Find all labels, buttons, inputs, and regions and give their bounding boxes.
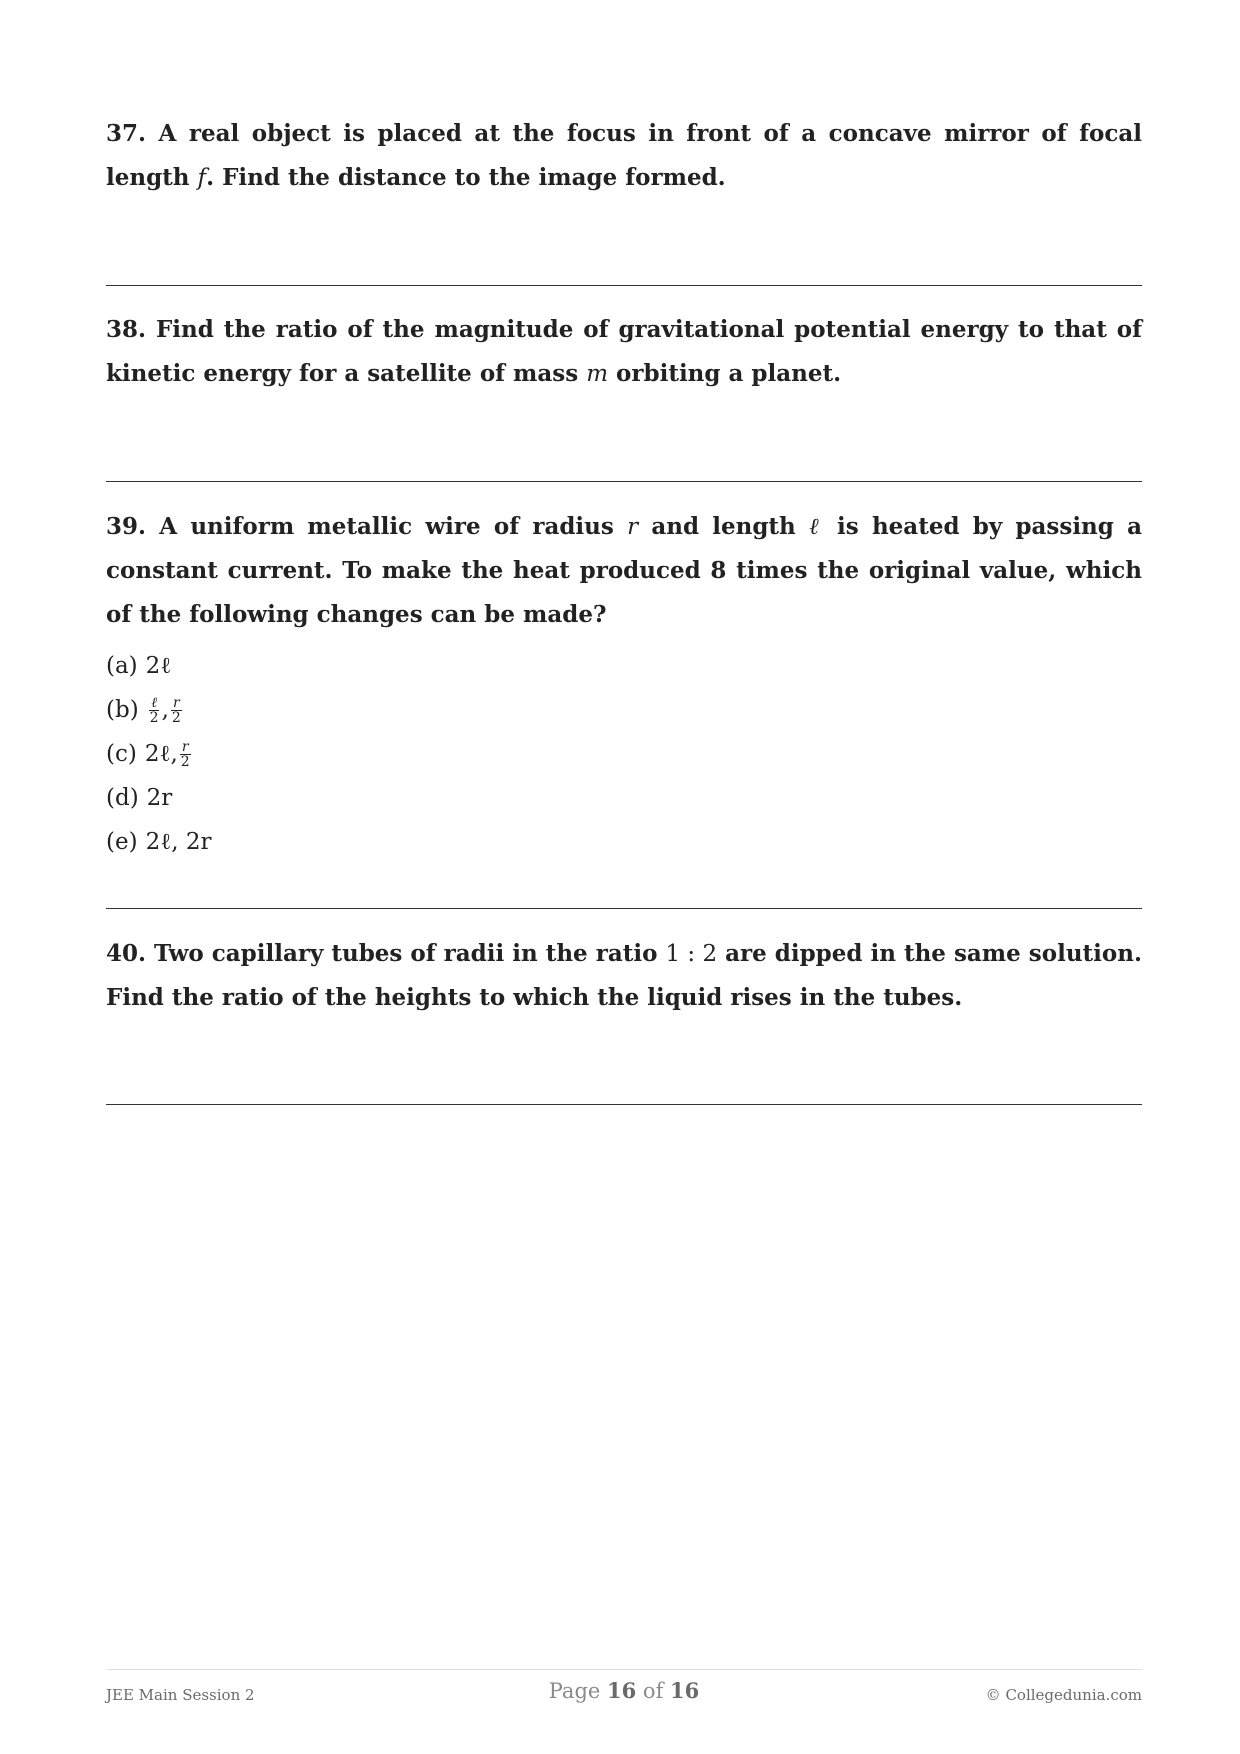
question-number: 39. [106,513,147,540]
option-e: (e) 2ℓ, 2r [106,829,212,855]
question-number: 40. [106,940,147,967]
page-footer [106,1676,1142,1710]
page-total: 16 [670,1678,700,1703]
fraction: $\frac{\text{ℓ}}{2}$ [149,694,159,726]
footer-divider [106,1669,1142,1670]
fraction: $\frac{r}{2}$ [180,738,190,770]
question-38 [106,308,1142,396]
option-b: (b) $\frac{\text{ℓ}}{2}$ , $\frac{r}{2}$ [106,694,181,726]
question-39 [106,505,1142,637]
question-40-text: 40. Two capillary tubes of radii in the ratio 1 : 2 are dipped in the same solution. Find the ratio of the heights to which the liquid rises in the tubes. [106,940,1142,1011]
variable-f: f [197,165,207,191]
variable-m: m [586,361,609,387]
page-current: 16 [607,1678,637,1703]
question-number: 38. [106,316,147,343]
option-d: (d) 2r [106,785,173,811]
question-39-text: 39. A uniform metallic wire of radius r and length ℓ is heated by passing a constant current. To make the heat produced 8 times the original value, which of the following changes can be made? [106,513,1142,628]
ratio-value: 1 : 2 [665,941,718,967]
answer-divider [106,908,1142,909]
question-40 [106,932,1142,1020]
answer-divider [106,285,1142,286]
question-37 [106,112,1142,200]
option-c: (c) 2ℓ, $\frac{r}{2}$ [106,738,190,770]
variable-r: r [627,514,639,540]
copyright: © Collegedunia.com [985,1686,1142,1704]
answer-options [106,644,706,864]
question-38-text: 38. Find the ratio of the magnitude of gravitational potential energy to that of kinetic energy for a satellite of mass m orbiting a planet. [106,316,1142,387]
fraction: $\frac{r}{2}$ [171,694,181,726]
answer-divider [106,1104,1142,1105]
variable-l: ℓ [809,514,824,540]
exam-name: JEE Main Session 2 [106,1686,255,1704]
answer-divider [106,481,1142,482]
question-37-text: 37. A real object is placed at the focus in front of a concave mirror of focal length f. Find the distance to the image formed. [106,120,1143,191]
page-indicator: Page 16 of 16 [548,1678,700,1703]
option-a: (a) 2ℓ [106,653,172,679]
question-number: 37. [106,120,147,147]
